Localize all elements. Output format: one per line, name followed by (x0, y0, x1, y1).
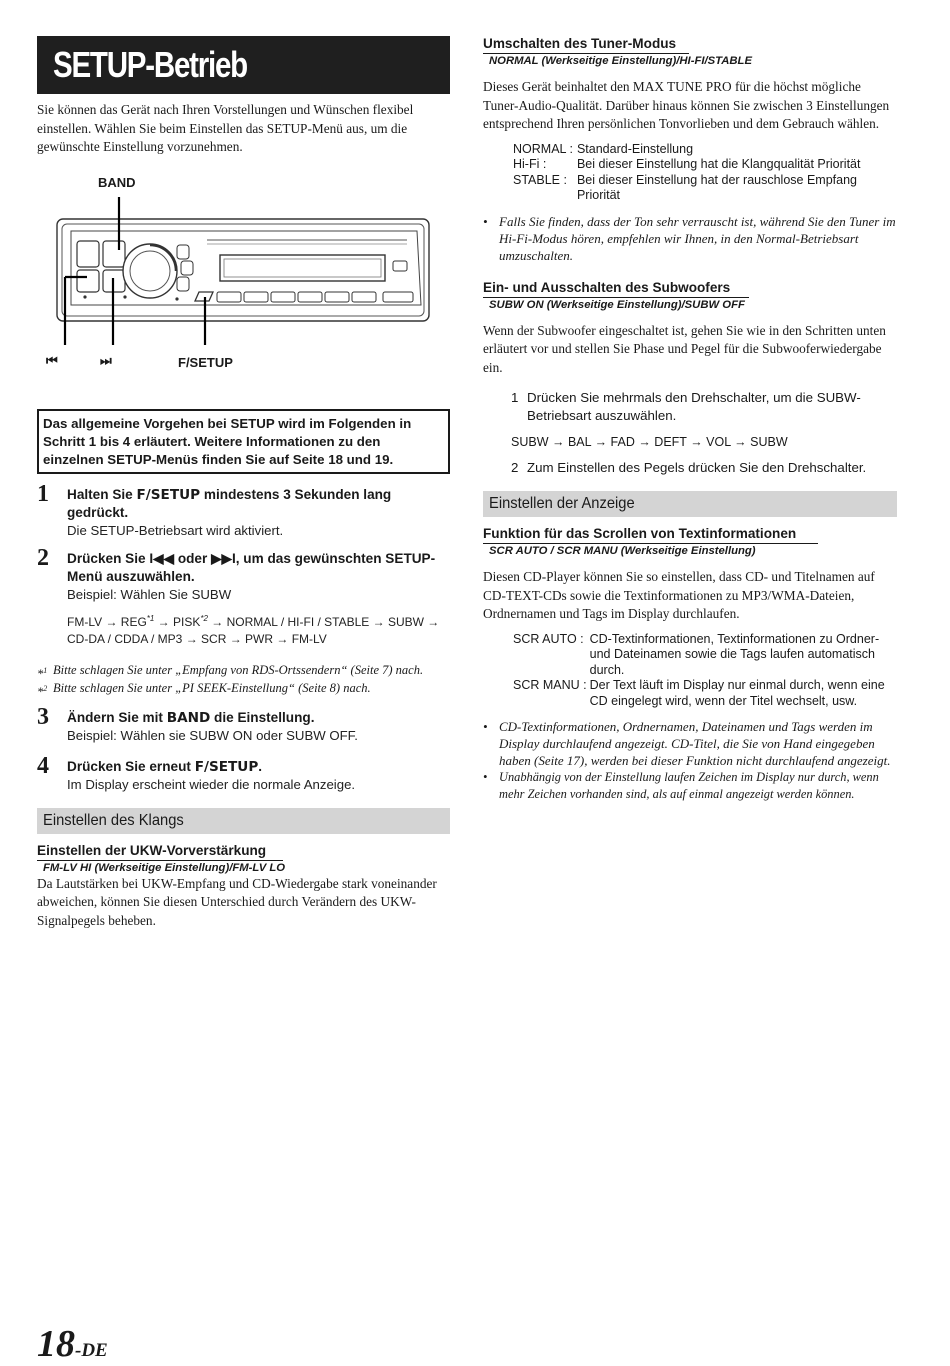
step-number: 4 (37, 752, 49, 779)
def-row: STABLE : Bei dieser Einstellung hat der rauschlose Empfang Priorität (513, 172, 857, 202)
scroll-block (483, 526, 897, 803)
label-band: BAND (98, 174, 136, 190)
tuner-heading: Umschalten des Tuner-Modus (483, 36, 677, 51)
menu-sequence: $FM-LV \to REG^{*1}$ → $PISK^{*2}$ → NORMAL / HI-FI / STABLE → SUBW → CD-DA / CDDA / MP3 → SCR → PWR → FM-LV (67, 613, 440, 646)
section-klang: Einstellen des Klangs (37, 808, 450, 834)
scroll-text: Diesen CD-Player können Sie so einstellen, dass CD- und Titelnamen auf CD-TEXT-CDs sowie die Textinformationen zu MP3/WMA-Dateien, Ordnernamen und Tags im Display durchlaufen. (483, 569, 875, 621)
ukw-heading: Einstellen der UKW-Vorverstärkung (37, 842, 267, 858)
ukw-text: Da Lautstärken bei UKW-Empfang und CD-Wiedergabe stark voneinander abweichen, können Sie diesen Unterschied durch Verändern des UKW-Signalpegels beheben. (37, 875, 437, 928)
ukw-block (37, 843, 450, 931)
tuner-default: NORMAL (Werkseitige Einstellung)/HI-FI/STABLE (489, 55, 752, 67)
step-4 (37, 752, 450, 794)
step-description: Beispiel: Wählen sie SUBW ON oder SUBW OFF. (67, 727, 358, 743)
label-fsetup: F/SETUP (178, 354, 233, 370)
scroll-heading: Funktion für das Scrollen von Textinformationen (483, 526, 797, 541)
step-heading: Halten Sie F/SETUP mindestens 3 Sekunden lang gedrückt. (67, 486, 392, 520)
tuner-text: Dieses Gerät beinhaltet den MAX TUNE PRO für die höchst mögliche Tuner-Audio-Qualität. Darüber hinaus können Sie zwischen 3 Einstellungen entsprechend Ihren persönlichen Tonvorlieben und dem Gebrauch wählen. (483, 79, 890, 131)
page-number: 18-DE (37, 1323, 108, 1365)
label-next: ⏭ (100, 352, 112, 368)
intro-text: Sie können das Gerät nach Ihren Vorstellungen und Wünschen flexibel einstellen. Wählen Sie beim Einstellen das SETUP-Menü aus, um die gewünschte Einstellung vorzunehmen. (37, 102, 414, 154)
list-item: 2 Zum Einstellen des Pegels drücken Sie den Drehschalter. (511, 460, 867, 475)
step-heading: Drücken Sie erneut F/SETUP. (67, 758, 263, 775)
subwoofer-default: SUBW ON (Werkseitige Einstellung)/SUBW OFF (489, 298, 745, 311)
info-box: Das allgemeine Vorgehen bei SETUP wird im Folgenden in Schritt 1 bis 4 erläutert. Weitere Informationen zu den einzelnen SETUP-Menüs finden Sie auf Seite 18 und 19. (37, 409, 450, 474)
subwoofer-heading: Ein- und Ausschalten des Subwoofers (483, 279, 731, 295)
tuner-block (483, 36, 897, 264)
tuner-definitions (513, 142, 897, 204)
list-item: 1 Drücken Sie mehrmals den Drehschalter, um die SUBW-Betriebsart auszuwählen. (511, 390, 861, 423)
head-unit-drawing (37, 175, 450, 390)
step-number: 2 (37, 544, 49, 571)
step-heading: Ändern Sie mit BAND die Einstellung. (67, 709, 315, 726)
step-heading: Drücken Sie I◀◀ oder ▶▶I, um das gewünschten SETUP-Menü auszuwählen. (67, 550, 436, 584)
footnote-1: *$^1$ Bitte schlagen Sie unter „Empfang von RDS-Ortssendern“ (Seite 7) nach. (37, 662, 424, 681)
scroll-default: SCR AUTO / SCR MANU (Werkseitige Einstellung) (489, 545, 756, 557)
section-anzeige: Einstellen der Anzeige (483, 491, 897, 517)
subwoofer-block (483, 280, 897, 478)
subwoofer-steps (511, 389, 897, 477)
ukw-default: FM-LV HI (Werkseitige Einstellung)/FM-LV LO (43, 861, 286, 874)
step-1 (37, 480, 450, 540)
scroll-note-2: • Unabhängig von der Einstellung laufen Zeichen im Display nur durch, wenn mehr Zeichen vorhanden sind, als auf einmal angezeigt werden können. (483, 770, 879, 801)
scroll-definitions (513, 632, 897, 710)
page-title-bar (37, 36, 450, 94)
step-number: 3 (37, 703, 49, 730)
step-3 (37, 703, 450, 745)
left-column (37, 36, 450, 930)
subwoofer-text: Wenn der Subwoofer eingeschaltet ist, gehen Sie wie in den Schritten unten erläutert vor und stellen Sie Phase und Pegel für die Subwooferwiedergabe ein. (483, 322, 886, 375)
def-row: Hi-Fi : Bei dieser Einstellung hat die Klangqualität Priorität (513, 157, 861, 171)
device-figure (37, 175, 450, 390)
footnote-2: *$^2$ Bitte schlagen Sie unter „PI SEEK-Einstellung“ (Seite 8) nach. (37, 680, 371, 699)
def-row: NORMAL : Standard-Einstellung (513, 141, 694, 156)
footnotes (37, 662, 450, 697)
step-description: Im Display erscheint wieder die normale Anzeige. (67, 776, 356, 792)
page-title: SETUP-Betrieb (53, 44, 247, 85)
def-row: SCR AUTO : CD-Textinformationen, Textinformationen zu Ordner- und Dateinamen sowie die Tags laufen automatisch durch. (513, 631, 880, 677)
def-row: SCR MANU : Der Text läuft im Display nur einmal durch, wenn eine CD eingelegt wird, wenn der Titel wechselt, usw. (513, 678, 885, 708)
step-number: 1 (37, 480, 49, 507)
label-prev: ⏮ (46, 352, 58, 368)
step-description: Die SETUP-Betriebsart wird aktiviert. (67, 522, 284, 538)
subwoofer-sequence: SUBW → BAL → FAD → DEFT → VOL → SUBW (511, 435, 788, 449)
right-column (483, 36, 897, 803)
step-2 (37, 544, 450, 648)
tuner-note: • Falls Sie finden, dass der Ton sehr verrauscht ist, während Sie den Tuner im Hi-Fi-Modus hören, empfehlen wir Ihnen, in den Normal-Betriebsart umzuschalten. (483, 213, 896, 263)
scroll-note-1: • CD-Textinformationen, Ordnernamen, Dateinamen und Tags werden im Display durchlaufend angezeigt. CD-Titel, die Sie von Hand eingegeben haben (Seite 17), werden bei dieser Funktion nicht durchlaufend angezeigt. (483, 719, 891, 768)
step-description: Beispiel: Wählen Sie SUBW (67, 586, 232, 602)
